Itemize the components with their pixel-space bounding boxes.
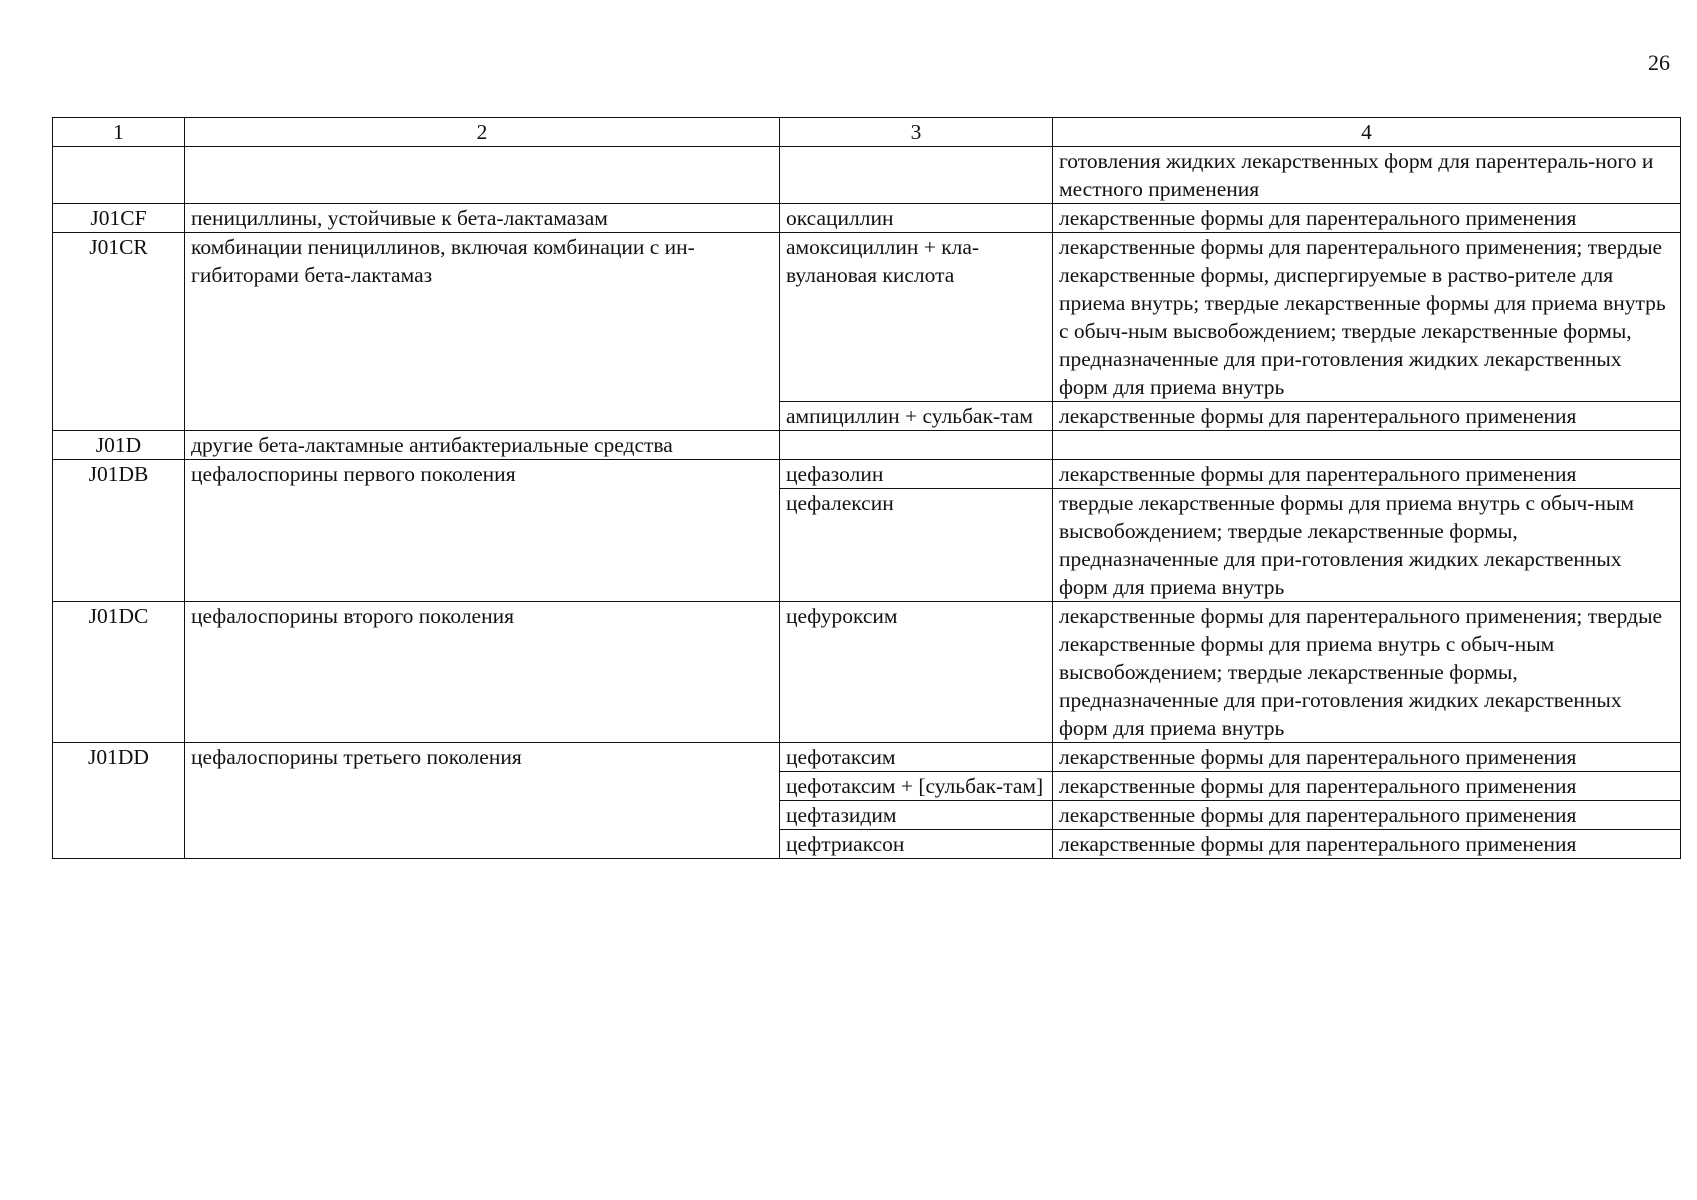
drug-cell: цефтазидим	[780, 801, 1053, 830]
atc-code-cell: J01D	[53, 431, 185, 460]
drug-cell: цефтриаксон	[780, 830, 1053, 859]
header-col-1: 1	[53, 118, 185, 147]
forms-cell: лекарственные формы для парентерального применения; твердые лекарственные формы, диспергируемые в раство-рителе для приема внутрь; твердые лекарственные формы для приема внутрь с обыч-ным высвобождением; твердые лекарственные формы, предназначенные для при-готовления жидких лекарственных форм для приема внутрь	[1053, 233, 1681, 402]
atc-code-cell: J01DD	[53, 743, 185, 859]
header-col-3: 3	[780, 118, 1053, 147]
group-cell: комбинации пенициллинов, включая комбинации с ин-гибиторами бета-лактамаз	[185, 233, 780, 431]
atc-code-cell: J01DC	[53, 602, 185, 743]
forms-cell: лекарственные формы для парентерального применения	[1053, 204, 1681, 233]
forms-cell: лекарственные формы для парентерального применения; твердые лекарственные формы для приема внутрь с обыч-ным высвобождением; твердые лекарственные формы, предназначенные для при-готовления жидких лекарственных форм для приема внутрь	[1053, 602, 1681, 743]
table-row	[53, 233, 1681, 402]
group-cell	[185, 147, 780, 204]
drug-cell	[780, 147, 1053, 204]
group-cell: цефалоспорины первого поколения	[185, 460, 780, 602]
header-col-2: 2	[185, 118, 780, 147]
header-col-4: 4	[1053, 118, 1681, 147]
drug-cell: цефотаксим + [сульбак-там]	[780, 772, 1053, 801]
drug-cell	[780, 431, 1053, 460]
atc-code-cell: J01DB	[53, 460, 185, 602]
forms-cell: лекарственные формы для парентерального применения	[1053, 772, 1681, 801]
table-row	[53, 460, 1681, 489]
drug-cell: оксациллин	[780, 204, 1053, 233]
forms-cell: лекарственные формы для парентерального применения	[1053, 743, 1681, 772]
group-cell: цефалоспорины третьего поколения	[185, 743, 780, 859]
drug-cell: цефотаксим	[780, 743, 1053, 772]
table-row	[53, 743, 1681, 772]
atc-code-cell: J01CF	[53, 204, 185, 233]
drug-cell: цефазолин	[780, 460, 1053, 489]
forms-cell: лекарственные формы для парентерального применения	[1053, 460, 1681, 489]
forms-cell: лекарственные формы для парентерального применения	[1053, 801, 1681, 830]
page-number: 26	[1648, 50, 1670, 75]
drug-cell: ампициллин + сульбак-там	[780, 402, 1053, 431]
table-row	[53, 602, 1681, 743]
table-row	[53, 431, 1681, 460]
drug-cell: амоксициллин + кла-вулановая кислота	[780, 233, 1053, 402]
forms-cell	[1053, 431, 1681, 460]
atc-code-cell	[53, 147, 185, 204]
forms-cell: лекарственные формы для парентерального применения	[1053, 402, 1681, 431]
atc-code-cell: J01CR	[53, 233, 185, 431]
drug-cell: цефуроксим	[780, 602, 1053, 743]
group-cell: другие бета-лактамные антибактериальные средства	[185, 431, 780, 460]
drug-cell: цефалексин	[780, 489, 1053, 602]
forms-cell: лекарственные формы для парентерального применения	[1053, 830, 1681, 859]
forms-cell: твердые лекарственные формы для приема внутрь с обыч-ным высвобождением; твердые лекарственные формы, предназначенные для при-готовления жидких лекарственных форм для приема внутрь	[1053, 489, 1681, 602]
table-header-row	[53, 118, 1681, 147]
table-row	[53, 204, 1681, 233]
group-cell: цефалоспорины второго поколения	[185, 602, 780, 743]
forms-cell: готовления жидких лекарственных форм для парентераль-ного и местного применения	[1053, 147, 1681, 204]
table-row	[53, 147, 1681, 204]
group-cell: пенициллины, устойчивые к бета-лактамазам	[185, 204, 780, 233]
medication-table	[52, 117, 1681, 859]
